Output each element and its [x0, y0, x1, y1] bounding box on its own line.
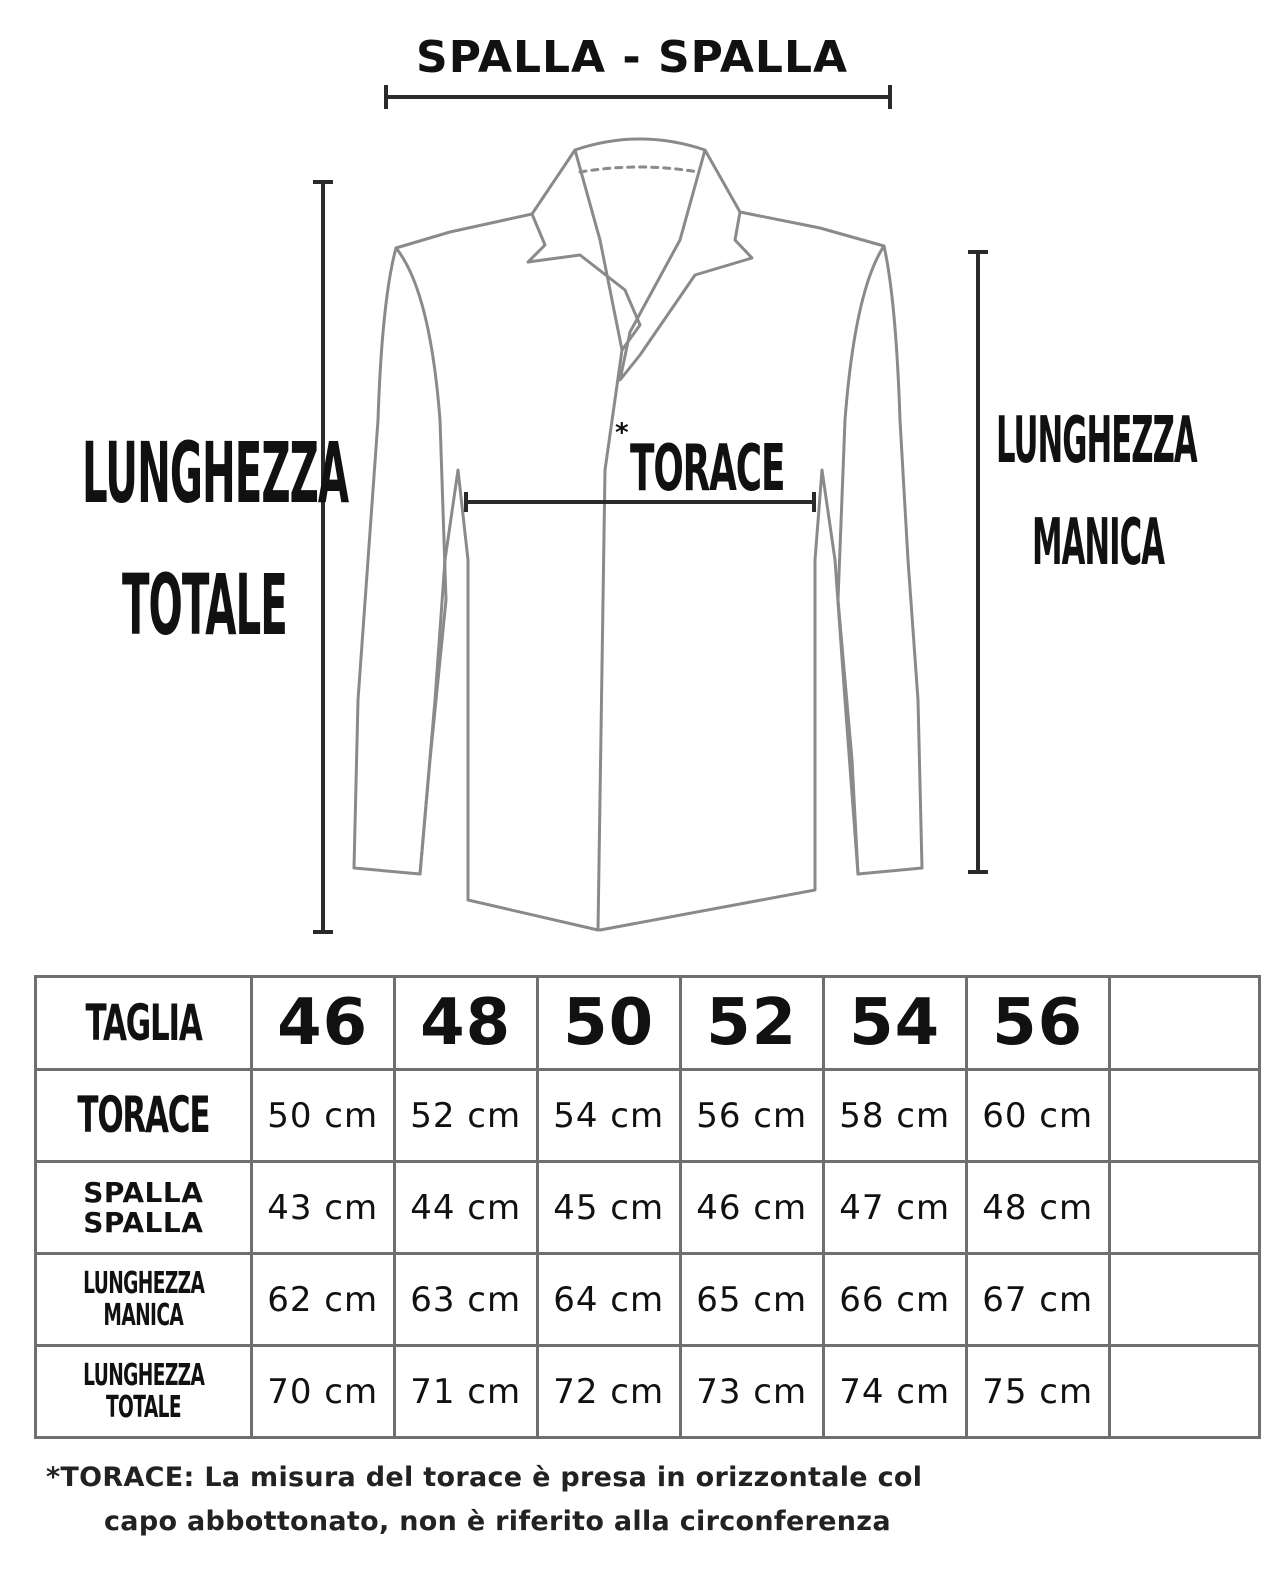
right-lapel — [620, 150, 752, 380]
value-cell — [394, 1346, 537, 1438]
value-cell — [966, 1254, 1109, 1346]
value-cell — [1109, 1346, 1259, 1438]
size-value: 48 — [420, 986, 512, 1060]
value-cell — [251, 1162, 394, 1254]
measure-value: 63 cm — [410, 1279, 522, 1320]
left-sleeve-seam — [396, 248, 446, 874]
size-value: 54 — [849, 986, 941, 1060]
total-length-label-line2: TOTALE — [122, 556, 287, 654]
shoulder-label: SPALLA - SPALLA — [416, 32, 849, 83]
row-label: LUNGHEZZA — [82, 1266, 204, 1301]
value-cell — [1109, 1162, 1259, 1254]
row-label: TOTALE — [105, 1389, 181, 1425]
size-cell — [537, 977, 680, 1070]
value-cell — [966, 1162, 1109, 1254]
chest-asterisk: * — [615, 418, 629, 448]
measure-value: 74 cm — [839, 1371, 951, 1412]
measure-value: 47 cm — [839, 1187, 951, 1228]
size-value: 56 — [992, 986, 1084, 1060]
measure-value: 62 cm — [267, 1279, 379, 1320]
measure-value: 48 cm — [982, 1187, 1094, 1228]
size-cell — [680, 977, 823, 1070]
row-label-cell — [36, 1162, 252, 1254]
value-cell — [966, 1346, 1109, 1438]
table-row — [36, 1346, 1260, 1438]
measure-value: 52 cm — [410, 1095, 522, 1136]
header-label-cell — [36, 977, 252, 1070]
value-cell — [680, 1162, 823, 1254]
value-cell — [823, 1070, 966, 1162]
left-lapel — [528, 150, 640, 350]
measure-value: 46 cm — [696, 1187, 808, 1228]
left-side — [354, 214, 598, 930]
measure-value: 70 cm — [267, 1371, 379, 1412]
measure-value: 75 cm — [982, 1371, 1094, 1412]
header-label: TAGLIA — [85, 993, 202, 1052]
measure-value: 54 cm — [553, 1095, 665, 1136]
row-label: TORACE — [77, 1086, 210, 1145]
value-cell — [394, 1254, 537, 1346]
size-value: 50 — [563, 986, 655, 1060]
measure-value: 64 cm — [553, 1279, 665, 1320]
size-cell — [823, 977, 966, 1070]
measure-value: 67 cm — [982, 1279, 1094, 1320]
value-cell — [394, 1070, 537, 1162]
row-label: LUNGHEZZA — [82, 1358, 204, 1393]
size-value: 46 — [277, 986, 369, 1060]
sleeve-length-label-line2: MANICA — [1032, 506, 1165, 580]
value-cell — [251, 1070, 394, 1162]
right-sleeve-seam — [838, 246, 884, 874]
footnote-line1: *TORACE: La misura del torace è presa in orizzontale col — [46, 1462, 923, 1493]
table-row — [36, 1070, 1260, 1162]
measure-value: 73 cm — [696, 1371, 808, 1412]
value-cell — [1109, 1254, 1259, 1346]
value-cell — [251, 1254, 394, 1346]
measure-value: 58 cm — [839, 1095, 951, 1136]
value-cell — [537, 1254, 680, 1346]
value-cell — [823, 1162, 966, 1254]
right-side — [600, 212, 922, 930]
value-cell — [537, 1346, 680, 1438]
value-cell — [823, 1346, 966, 1438]
value-cell — [680, 1070, 823, 1162]
row-label-cell — [36, 1346, 252, 1438]
total-length-label-line1: LUNGHEZZA — [82, 424, 349, 522]
measure-value: 45 cm — [553, 1187, 665, 1228]
row-label: SPALLA — [83, 1205, 204, 1239]
chest-label: TORACE — [630, 432, 785, 506]
value-cell — [537, 1070, 680, 1162]
size-cell — [1109, 977, 1259, 1070]
table-row — [36, 1162, 1260, 1254]
measure-value: 43 cm — [267, 1187, 379, 1228]
row-label-cell — [36, 1070, 252, 1162]
size-cell — [966, 977, 1109, 1070]
value-cell — [680, 1254, 823, 1346]
row-label: SPALLA — [83, 1176, 204, 1210]
value-cell — [823, 1254, 966, 1346]
size-cell — [394, 977, 537, 1070]
value-cell — [966, 1070, 1109, 1162]
measure-value: 66 cm — [839, 1279, 951, 1320]
table-header-row — [36, 977, 1260, 1070]
measure-value: 71 cm — [410, 1371, 522, 1412]
measure-value: 56 cm — [696, 1095, 808, 1136]
measure-value: 60 cm — [982, 1095, 1094, 1136]
measure-value: 44 cm — [410, 1187, 522, 1228]
measure-value: 50 cm — [267, 1095, 379, 1136]
size-table — [34, 975, 1261, 1439]
size-value: 52 — [706, 986, 798, 1060]
sleeve-length-label-line1: LUNGHEZZA — [996, 404, 1197, 478]
row-label-cell — [36, 1254, 252, 1346]
value-cell — [537, 1162, 680, 1254]
value-cell — [394, 1162, 537, 1254]
size-cell — [251, 977, 394, 1070]
measure-value: 72 cm — [553, 1371, 665, 1412]
neck-seam — [580, 167, 698, 172]
row-label: MANICA — [103, 1297, 184, 1333]
collar-back — [532, 139, 740, 214]
value-cell — [1109, 1070, 1259, 1162]
measure-value: 65 cm — [696, 1279, 808, 1320]
value-cell — [251, 1346, 394, 1438]
value-cell — [680, 1346, 823, 1438]
table-row — [36, 1254, 1260, 1346]
footnote-line2: capo abbottonato, non è riferito alla circonferenza — [104, 1506, 891, 1537]
